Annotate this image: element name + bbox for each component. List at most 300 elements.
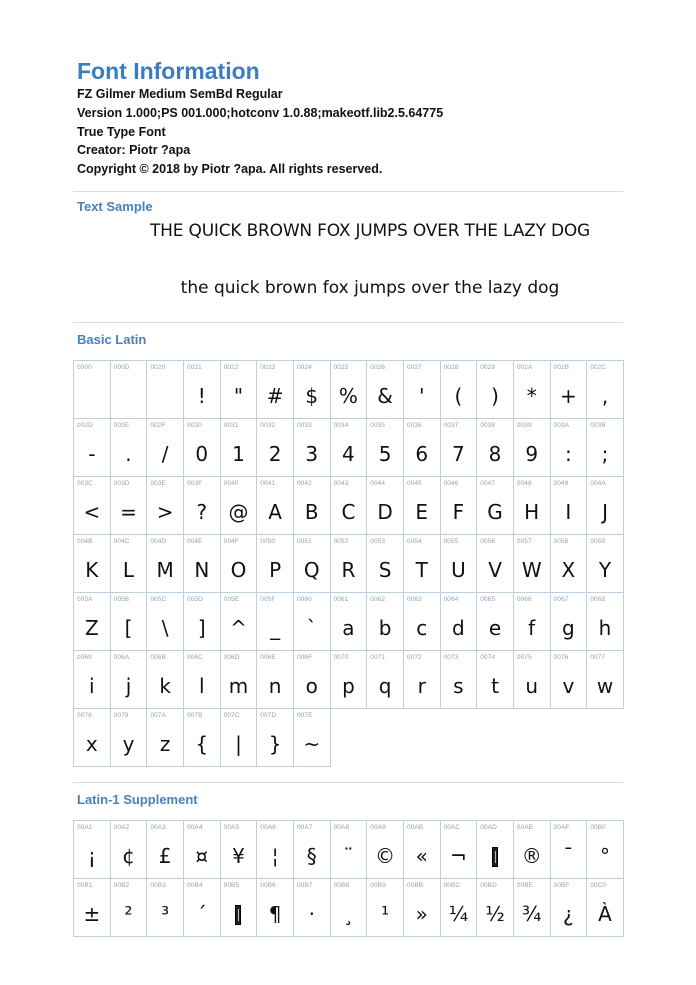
glyph: ? bbox=[196, 500, 208, 524]
codepoint-label: 003B bbox=[590, 422, 606, 429]
glyph-cell bbox=[111, 709, 148, 767]
glyph: j bbox=[125, 674, 132, 698]
glyph: » bbox=[415, 902, 428, 926]
sample-uppercase: THE QUICK BROWN FOX JUMPS OVER THE LAZY DOG bbox=[150, 221, 590, 241]
glyph: n bbox=[268, 674, 282, 698]
glyph-cell bbox=[294, 651, 331, 709]
glyph: ` bbox=[306, 616, 317, 640]
font-version: Version 1.000;PS 001.000;hotconv 1.0.88;makeotf.lib2.5.64775 bbox=[77, 106, 444, 120]
glyph: 8 bbox=[488, 442, 502, 466]
font-creator: Creator: Piotr ?apa bbox=[77, 143, 191, 157]
codepoint-label: 0047 bbox=[480, 480, 496, 487]
glyph-cell bbox=[514, 879, 551, 937]
empty-cell bbox=[587, 709, 624, 767]
codepoint-label: 0072 bbox=[406, 654, 422, 661]
latin1-supplement-grid bbox=[73, 820, 624, 937]
codepoint-label: 0024 bbox=[296, 364, 312, 371]
codepoint-label: 0027 bbox=[406, 364, 422, 371]
codepoint-label: 0070 bbox=[333, 654, 349, 661]
codepoint-label: 00B0 bbox=[590, 824, 606, 831]
codepoint-label: 004E bbox=[186, 538, 203, 545]
codepoint-label: 00A5 bbox=[223, 824, 240, 831]
glyph: ^ bbox=[230, 616, 247, 640]
glyph: q bbox=[378, 674, 392, 698]
glyph: E bbox=[415, 500, 429, 524]
codepoint-label: 003F bbox=[186, 480, 203, 487]
glyph: & bbox=[377, 384, 393, 408]
glyph-cell bbox=[477, 477, 514, 535]
glyph: } bbox=[268, 732, 282, 756]
glyph: O bbox=[230, 558, 247, 582]
glyph: a bbox=[342, 616, 355, 640]
glyph: M bbox=[156, 558, 174, 582]
glyph-cell bbox=[74, 361, 111, 419]
glyph: T bbox=[415, 558, 428, 582]
glyph: t bbox=[491, 674, 499, 698]
glyph: 7 bbox=[452, 442, 465, 466]
codepoint-label: 0057 bbox=[516, 538, 532, 545]
glyph-cell bbox=[551, 535, 588, 593]
glyph-cell bbox=[257, 593, 294, 651]
glyph-cell bbox=[221, 879, 258, 937]
glyph-cell bbox=[294, 879, 331, 937]
codepoint-label: 00AD bbox=[480, 824, 497, 831]
glyph-cell bbox=[551, 419, 588, 477]
codepoint-label: 0058 bbox=[553, 538, 569, 545]
codepoint-label: 0073 bbox=[443, 654, 459, 661]
codepoint-label: 00A1 bbox=[77, 824, 93, 831]
glyph-cell bbox=[74, 651, 111, 709]
glyph-cell bbox=[294, 709, 331, 767]
glyph-cell bbox=[294, 821, 331, 879]
glyph-cell bbox=[184, 709, 221, 767]
glyph-cell bbox=[477, 821, 514, 879]
glyph-cell bbox=[74, 477, 111, 535]
glyph-cell bbox=[441, 651, 478, 709]
glyph-cell bbox=[551, 477, 588, 535]
codepoint-label: 003A bbox=[553, 422, 570, 429]
codepoint-label: 00C0 bbox=[590, 882, 607, 889]
glyph: : bbox=[564, 442, 572, 466]
glyph: l bbox=[199, 674, 205, 698]
glyph-cell bbox=[74, 535, 111, 593]
glyph-cell bbox=[294, 419, 331, 477]
glyph-cell bbox=[147, 361, 184, 419]
glyph-cell bbox=[441, 361, 478, 419]
glyph-cell bbox=[441, 879, 478, 937]
glyph-cell bbox=[184, 535, 221, 593]
codepoint-label: 0039 bbox=[516, 422, 532, 429]
glyph-cell bbox=[257, 821, 294, 879]
glyph-cell bbox=[404, 651, 441, 709]
glyph-cell bbox=[74, 419, 111, 477]
glyph: $ bbox=[305, 384, 319, 408]
glyph: + bbox=[559, 384, 577, 408]
glyph: ¾ bbox=[522, 902, 542, 926]
glyph: ´ bbox=[196, 902, 207, 926]
codepoint-label: 0063 bbox=[406, 596, 422, 603]
glyph-cell bbox=[184, 419, 221, 477]
divider bbox=[73, 191, 623, 192]
codepoint-label: 00BB bbox=[406, 882, 424, 889]
glyph: · bbox=[308, 902, 315, 926]
glyph: # bbox=[266, 384, 284, 408]
glyph: À bbox=[598, 902, 612, 926]
glyph-cell bbox=[147, 821, 184, 879]
glyph: k bbox=[159, 674, 171, 698]
glyph-cell bbox=[257, 651, 294, 709]
glyph-cell bbox=[514, 361, 551, 419]
codepoint-label: 0061 bbox=[333, 596, 349, 603]
codepoint-label: 003C bbox=[77, 480, 93, 487]
codepoint-label: 00B6 bbox=[260, 882, 276, 889]
glyph-cell bbox=[367, 477, 404, 535]
glyph: b bbox=[378, 616, 392, 640]
glyph: Z bbox=[84, 616, 99, 640]
glyph: = bbox=[120, 500, 137, 524]
glyph: ; bbox=[601, 442, 609, 466]
codepoint-label: 00A6 bbox=[260, 824, 276, 831]
codepoint-label: 0052 bbox=[333, 538, 349, 545]
codepoint-label: 0029 bbox=[480, 364, 496, 371]
glyph: R bbox=[341, 558, 356, 582]
glyph-cell bbox=[514, 593, 551, 651]
glyph: ~ bbox=[303, 732, 321, 756]
glyph: ¡ bbox=[87, 844, 96, 868]
page-title: Font Information bbox=[77, 58, 260, 84]
glyph: H bbox=[524, 500, 540, 524]
glyph-cell bbox=[514, 477, 551, 535]
glyph-cell bbox=[587, 879, 624, 937]
glyph: ± bbox=[83, 902, 101, 926]
glyph: ³ bbox=[161, 902, 170, 926]
glyph: i bbox=[89, 674, 95, 698]
glyph-cell bbox=[477, 593, 514, 651]
codepoint-label: 0041 bbox=[260, 480, 276, 487]
glyph-cell bbox=[367, 593, 404, 651]
codepoint-label: 0066 bbox=[516, 596, 532, 603]
glyph: ¤ bbox=[195, 844, 209, 868]
codepoint-label: 00AE bbox=[516, 824, 534, 831]
glyph-cell bbox=[477, 419, 514, 477]
glyph: > bbox=[156, 500, 174, 524]
codepoint-label: 00AF bbox=[553, 824, 570, 831]
glyph-cell bbox=[221, 593, 258, 651]
glyph-cell bbox=[441, 821, 478, 879]
codepoint-label: 00BC bbox=[443, 882, 461, 889]
glyph-cell bbox=[331, 535, 368, 593]
glyph: . bbox=[125, 442, 132, 466]
codepoint-label: 0044 bbox=[370, 480, 386, 487]
glyph: J bbox=[602, 500, 608, 524]
codepoint-label: 006A bbox=[113, 654, 130, 661]
codepoint-label: 00B8 bbox=[333, 882, 350, 889]
glyph-cell bbox=[367, 651, 404, 709]
glyph: S bbox=[378, 558, 392, 582]
codepoint-label: 0035 bbox=[370, 422, 386, 429]
codepoint-label: 00AB bbox=[406, 824, 424, 831]
codepoint-label: 002B bbox=[553, 364, 570, 371]
codepoint-label: 0026 bbox=[370, 364, 386, 371]
glyph-cell bbox=[514, 651, 551, 709]
glyph: 5 bbox=[378, 442, 392, 466]
glyph-cell bbox=[221, 419, 258, 477]
glyph: d bbox=[452, 616, 465, 640]
missing-glyph-icon bbox=[492, 847, 498, 867]
codepoint-label: 0037 bbox=[443, 422, 459, 429]
sample-lowercase: the quick brown fox jumps over the lazy dog bbox=[180, 278, 560, 298]
glyph: ¥ bbox=[232, 844, 245, 868]
glyph: Q bbox=[303, 558, 320, 582]
glyph-cell bbox=[221, 709, 258, 767]
glyph: g bbox=[562, 616, 575, 640]
empty-cell bbox=[514, 709, 551, 767]
codepoint-label: 00B7 bbox=[296, 882, 313, 889]
glyph: « bbox=[415, 844, 428, 868]
glyph: § bbox=[306, 844, 317, 868]
codepoint-label: 0049 bbox=[553, 480, 569, 487]
glyph: [ bbox=[124, 616, 133, 640]
codepoint-label: 0025 bbox=[333, 364, 349, 371]
codepoint-label: 004A bbox=[590, 480, 606, 487]
codepoint-label: 0075 bbox=[516, 654, 532, 661]
glyph: ¼ bbox=[448, 902, 469, 926]
codepoint-label: 0051 bbox=[296, 538, 312, 545]
glyph: x bbox=[85, 732, 98, 756]
glyph-cell bbox=[514, 535, 551, 593]
glyph-cell bbox=[147, 593, 184, 651]
glyph-cell bbox=[441, 477, 478, 535]
glyph-cell bbox=[477, 535, 514, 593]
glyph-cell bbox=[221, 651, 258, 709]
glyph: ¹ bbox=[381, 902, 390, 926]
glyph-cell bbox=[551, 361, 588, 419]
glyph-cell bbox=[587, 821, 624, 879]
codepoint-label: 00BD bbox=[480, 882, 497, 889]
codepoint-label: 004B bbox=[77, 538, 93, 545]
glyph-cell bbox=[111, 477, 148, 535]
codepoint-label: 00A8 bbox=[333, 824, 350, 831]
glyph: ° bbox=[600, 844, 611, 868]
codepoint-label: 0071 bbox=[370, 654, 386, 661]
codepoint-label: 0078 bbox=[77, 712, 92, 719]
codepoint-label: 0055 bbox=[443, 538, 459, 545]
codepoint-label: 00BF bbox=[553, 882, 570, 889]
glyph-cell bbox=[441, 535, 478, 593]
glyph-cell bbox=[147, 651, 184, 709]
codepoint-label: 0048 bbox=[516, 480, 532, 487]
codepoint-label: 0069 bbox=[77, 654, 92, 661]
glyph-cell bbox=[587, 419, 624, 477]
glyph: y bbox=[122, 732, 135, 756]
codepoint-label: 006E bbox=[260, 654, 276, 661]
codepoint-label: 002D bbox=[77, 422, 93, 429]
glyph-cell bbox=[477, 361, 514, 419]
glyph: F bbox=[452, 500, 465, 524]
glyph: 3 bbox=[305, 442, 319, 466]
glyph: K bbox=[85, 558, 99, 582]
glyph: r bbox=[417, 674, 426, 698]
glyph: o bbox=[305, 674, 318, 698]
glyph-cell bbox=[331, 651, 368, 709]
glyph: ¬ bbox=[450, 844, 467, 868]
glyph-cell bbox=[111, 879, 148, 937]
codepoint-label: 0068 bbox=[590, 596, 606, 603]
glyph: @ bbox=[228, 500, 249, 524]
codepoint-label: 00B4 bbox=[186, 882, 203, 889]
codepoint-label: 0045 bbox=[406, 480, 422, 487]
codepoint-label: 006D bbox=[223, 654, 240, 661]
codepoint-label: 007B bbox=[186, 712, 203, 719]
glyph: 6 bbox=[415, 442, 429, 466]
glyph: h bbox=[598, 616, 612, 640]
codepoint-label: 00B1 bbox=[77, 882, 93, 889]
glyph-cell bbox=[331, 821, 368, 879]
divider bbox=[73, 322, 623, 323]
codepoint-label: 0021 bbox=[186, 364, 202, 371]
codepoint-label: 00B5 bbox=[223, 882, 240, 889]
codepoint-label: 00A7 bbox=[296, 824, 313, 831]
glyph: u bbox=[525, 674, 539, 698]
glyph-cell bbox=[147, 477, 184, 535]
missing-glyph-icon bbox=[235, 905, 241, 925]
glyph-cell bbox=[111, 651, 148, 709]
codepoint-label: 0038 bbox=[480, 422, 496, 429]
glyph: C bbox=[341, 500, 356, 524]
glyph: ¸ bbox=[343, 902, 354, 926]
glyph-cell bbox=[331, 477, 368, 535]
glyph: ¶ bbox=[268, 902, 282, 926]
glyph: 2 bbox=[268, 442, 282, 466]
codepoint-label: 0064 bbox=[443, 596, 459, 603]
glyph: D bbox=[377, 500, 393, 524]
glyph: - bbox=[88, 442, 96, 466]
glyph: ½ bbox=[485, 902, 505, 926]
glyph-cell bbox=[404, 361, 441, 419]
basic-latin-grid bbox=[73, 360, 624, 767]
glyph: 1 bbox=[232, 442, 245, 466]
glyph-cell bbox=[111, 361, 148, 419]
glyph-cell bbox=[587, 535, 624, 593]
glyph-cell bbox=[404, 593, 441, 651]
glyph: ] bbox=[197, 616, 206, 640]
glyph: G bbox=[487, 500, 503, 524]
glyph: < bbox=[83, 500, 101, 524]
glyph-cell bbox=[587, 593, 624, 651]
codepoint-label: 0074 bbox=[480, 654, 496, 661]
glyph: £ bbox=[158, 844, 172, 868]
codepoint-label: 005E bbox=[223, 596, 240, 603]
glyph: L bbox=[122, 558, 135, 582]
codepoint-label: 0079 bbox=[113, 712, 129, 719]
glyph: ® bbox=[521, 844, 542, 868]
glyph: 9 bbox=[525, 442, 539, 466]
glyph-cell bbox=[404, 879, 441, 937]
text-sample-heading: Text Sample bbox=[77, 199, 153, 214]
codepoint-label: 0022 bbox=[223, 364, 239, 371]
glyph-cell bbox=[477, 879, 514, 937]
codepoint-label: 000D bbox=[113, 364, 130, 371]
glyph-cell bbox=[587, 361, 624, 419]
codepoint-label: 0043 bbox=[333, 480, 349, 487]
glyph-cell bbox=[294, 477, 331, 535]
divider bbox=[73, 782, 623, 783]
glyph-cell bbox=[294, 535, 331, 593]
glyph: e bbox=[488, 616, 502, 640]
glyph-cell bbox=[551, 593, 588, 651]
codepoint-label: 00B9 bbox=[370, 882, 386, 889]
glyph-cell bbox=[331, 593, 368, 651]
empty-cell bbox=[551, 709, 588, 767]
codepoint-label: 007A bbox=[150, 712, 166, 719]
glyph-cell bbox=[74, 821, 111, 879]
glyph-cell bbox=[257, 535, 294, 593]
glyph-cell bbox=[257, 361, 294, 419]
codepoint-label: 0040 bbox=[223, 480, 239, 487]
codepoint-label: 007C bbox=[223, 712, 240, 719]
glyph: U bbox=[451, 558, 466, 582]
codepoint-label: 0028 bbox=[443, 364, 459, 371]
codepoint-label: 005B bbox=[113, 596, 130, 603]
glyph-cell bbox=[221, 821, 258, 879]
glyph-cell bbox=[404, 821, 441, 879]
codepoint-label: 0023 bbox=[260, 364, 276, 371]
codepoint-label: 0050 bbox=[260, 538, 276, 545]
glyph: Y bbox=[598, 558, 612, 582]
codepoint-label: 004D bbox=[150, 538, 167, 545]
glyph-cell bbox=[551, 651, 588, 709]
codepoint-label: 0077 bbox=[590, 654, 606, 661]
glyph: " bbox=[233, 384, 244, 408]
codepoint-label: 00B2 bbox=[113, 882, 130, 889]
glyph: 0 bbox=[195, 442, 209, 466]
empty-cell bbox=[477, 709, 514, 767]
empty-cell bbox=[404, 709, 441, 767]
glyph-cell bbox=[221, 535, 258, 593]
codepoint-label: 002F bbox=[150, 422, 166, 429]
codepoint-label: 002C bbox=[590, 364, 607, 371]
glyph: W bbox=[521, 558, 542, 582]
glyph-cell bbox=[184, 651, 221, 709]
glyph: % bbox=[338, 384, 358, 408]
glyph: N bbox=[194, 558, 210, 582]
codepoint-label: 0036 bbox=[406, 422, 422, 429]
glyph-cell bbox=[551, 879, 588, 937]
codepoint-label: 0042 bbox=[296, 480, 312, 487]
glyph: A bbox=[268, 500, 282, 524]
glyph-cell bbox=[331, 419, 368, 477]
glyph-cell bbox=[514, 419, 551, 477]
codepoint-label: 005F bbox=[260, 596, 276, 603]
codepoint-label: 0033 bbox=[296, 422, 312, 429]
codepoint-label: 0060 bbox=[296, 596, 312, 603]
glyph: ' bbox=[418, 384, 425, 408]
codepoint-label: 004C bbox=[113, 538, 130, 545]
glyph-cell bbox=[331, 361, 368, 419]
codepoint-label: 006F bbox=[296, 654, 313, 661]
glyph: p bbox=[342, 674, 355, 698]
glyph-cell bbox=[184, 361, 221, 419]
codepoint-label: 005D bbox=[186, 596, 203, 603]
glyph: , bbox=[601, 384, 609, 408]
codepoint-label: 0067 bbox=[553, 596, 569, 603]
glyph-cell bbox=[184, 821, 221, 879]
glyph-cell bbox=[441, 593, 478, 651]
codepoint-label: 006C bbox=[186, 654, 203, 661]
glyph: / bbox=[161, 442, 169, 466]
codepoint-label: 00A2 bbox=[113, 824, 130, 831]
glyph-cell bbox=[184, 593, 221, 651]
